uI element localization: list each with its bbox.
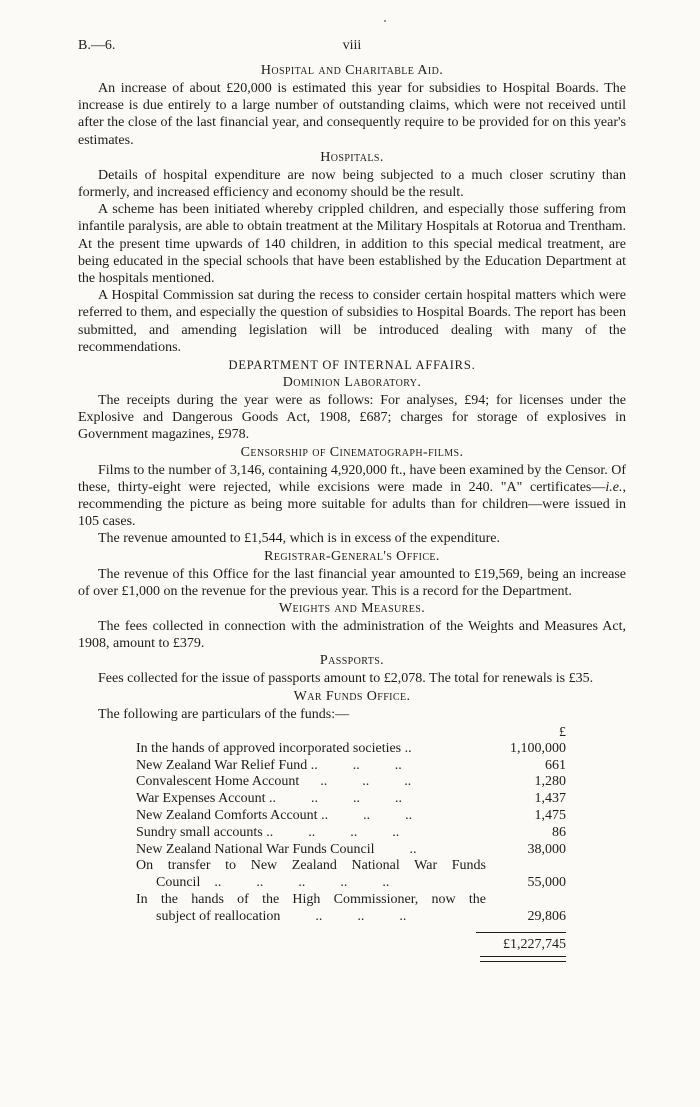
fund-amount: 38,000: [527, 841, 566, 857]
fund-amount: 86: [552, 824, 566, 840]
document-reference: B.—6.: [78, 38, 116, 53]
paragraph-hospitals-2: A scheme has been initiated whereby crippled children, and especially those suffering from infantile paralysis, are able to obtain treatment at the Military Hospitals at Rotorua and Trentham. At the present time upwards of 140 children, in addition to this special medical treatment, are being educated in the special schools that have been established by the Education Department at the hospitals mentioned.: [78, 202, 626, 287]
paragraph-hospitals-1: Details of hospital expenditure are now being subjected to a much closer scrutiny than formerly, and increased efficiency and economy should be the result.: [78, 167, 626, 201]
fund-label: New Zealand War Relief Fund .. .. ..: [136, 757, 402, 773]
fund-label: In the hands of approved incorporated societies ..: [136, 740, 412, 756]
paragraph-registrar: The revenue of this Office for the last financial year amounted to £19,569, being an increase of over £1,000 on the revenue for the previous year. This is a record for the Department.: [78, 566, 626, 599]
heading-laboratory: Dominion Laboratory.: [282, 375, 422, 391]
fund-total: £1,227,745: [476, 932, 566, 953]
document-page: [78, 38, 626, 962]
fund-label: New Zealand National War Funds Council ..: [136, 841, 417, 857]
paragraph-passports: Fees collected for the issue of passports amount to £2,078. The total for renewals is £35.: [98, 671, 594, 687]
paragraph-hospital-aid: An increase of about £20,000 is estimated this year for subsidies to Hospital Boards. The increase is due entirely to a large number of outstanding claims, which were not received until after the close of the last financial year, and consequently require to be provided for on this year's estimates.: [78, 81, 626, 148]
fund-total-row: [136, 932, 566, 953]
fund-amount: 1,475: [534, 808, 566, 824]
paragraph-laboratory: The receipts during the year were as follows: For analyses, £94; for licenses under the Explosive and Dangerous Goods Act, 1908, £687; charges for storage of explosives in Government magazines, £978.: [78, 393, 626, 443]
currency-header: £: [559, 724, 566, 740]
heading-department: DEPARTMENT OF INTERNAL AFFAIRS.: [228, 358, 476, 373]
heading-passports: Passports.: [319, 653, 385, 669]
fund-label: Convalescent Home Account .. .. ..: [136, 774, 412, 790]
page-header: [78, 38, 626, 62]
fund-amount: 1,100,000: [510, 740, 566, 756]
heading-war-funds: War Funds Office.: [293, 688, 411, 704]
fund-row: [136, 741, 566, 758]
paragraph-censorship: [78, 462, 626, 531]
fund-amount: 55,000: [527, 875, 566, 891]
heading-weights: Weights and Measures.: [278, 601, 426, 617]
war-funds-table: [136, 725, 566, 962]
heading-censorship: Censorship of Cinematograph-films.: [240, 444, 464, 460]
paragraph-censorship-revenue: The revenue amounted to £1,544, which is in excess of the expenditure.: [98, 531, 500, 547]
fund-row: [136, 842, 566, 859]
fund-amount: 1,437: [534, 791, 566, 807]
fund-label-line-2: Council .. .. .. .. ..: [156, 875, 390, 891]
fund-label: Sundry small accounts .. .. .. ..: [136, 824, 400, 840]
heading-hospitals: Hospitals.: [320, 149, 384, 165]
fund-amount: 661: [545, 757, 566, 773]
fund-label-line-2: subject of reallocation .. .. ..: [156, 908, 407, 924]
fund-label: War Expenses Account .. .. .. ..: [136, 791, 402, 807]
fund-row: [136, 758, 566, 775]
heading-registrar: Registrar-General's Office.: [264, 548, 440, 564]
fund-row: [136, 774, 566, 791]
heading-hospital-aid: Hospital and Charitable Aid.: [260, 63, 444, 78]
fund-amount: 1,280: [534, 774, 566, 790]
fund-row: [136, 791, 566, 808]
paragraph-hospitals-3: A Hospital Commission sat during the recess to consider certain hospital matters which were referred to them, and especially the question of subsidies to Hospital Boards. The report has been submitted, and amending legislation will be introduced dealing with many of the recommendations.: [78, 288, 626, 355]
fund-row: [136, 825, 566, 842]
censorship-text-a: Films to the number of 3,146, containing 4,920,000 ft., have been examined by the Censor. Of these, thirty-eight were rejected, while excisions were made in 240. "A" certificates—: [78, 462, 627, 495]
censorship-ie: i.e.: [605, 479, 623, 495]
page-speck: [384, 20, 386, 22]
paragraph-weights: The fees collected in connection with the administration of the Weights and Measures Act, 1908, amount to £379.: [78, 619, 626, 652]
paragraph-war-funds-intro: The following are particulars of the funds:—: [98, 706, 350, 722]
page-number: viii: [342, 38, 362, 53]
fund-row-wrapped: [136, 858, 566, 892]
fund-row-wrapped: [136, 892, 566, 926]
fund-label-line-1: In the hands of the High Commissioner, now the: [136, 892, 486, 908]
censorship-text-b: , recommending the picture as being more suitable for adults than for children—were issued in 105 cases.: [78, 479, 626, 530]
double-rule: [480, 956, 566, 962]
fund-row: [136, 808, 566, 825]
fund-amount: 29,806: [527, 908, 566, 924]
fund-label-line-1: On transfer to New Zealand National War Funds: [136, 858, 486, 874]
fund-label: New Zealand Comforts Account .. .. ..: [136, 808, 413, 824]
